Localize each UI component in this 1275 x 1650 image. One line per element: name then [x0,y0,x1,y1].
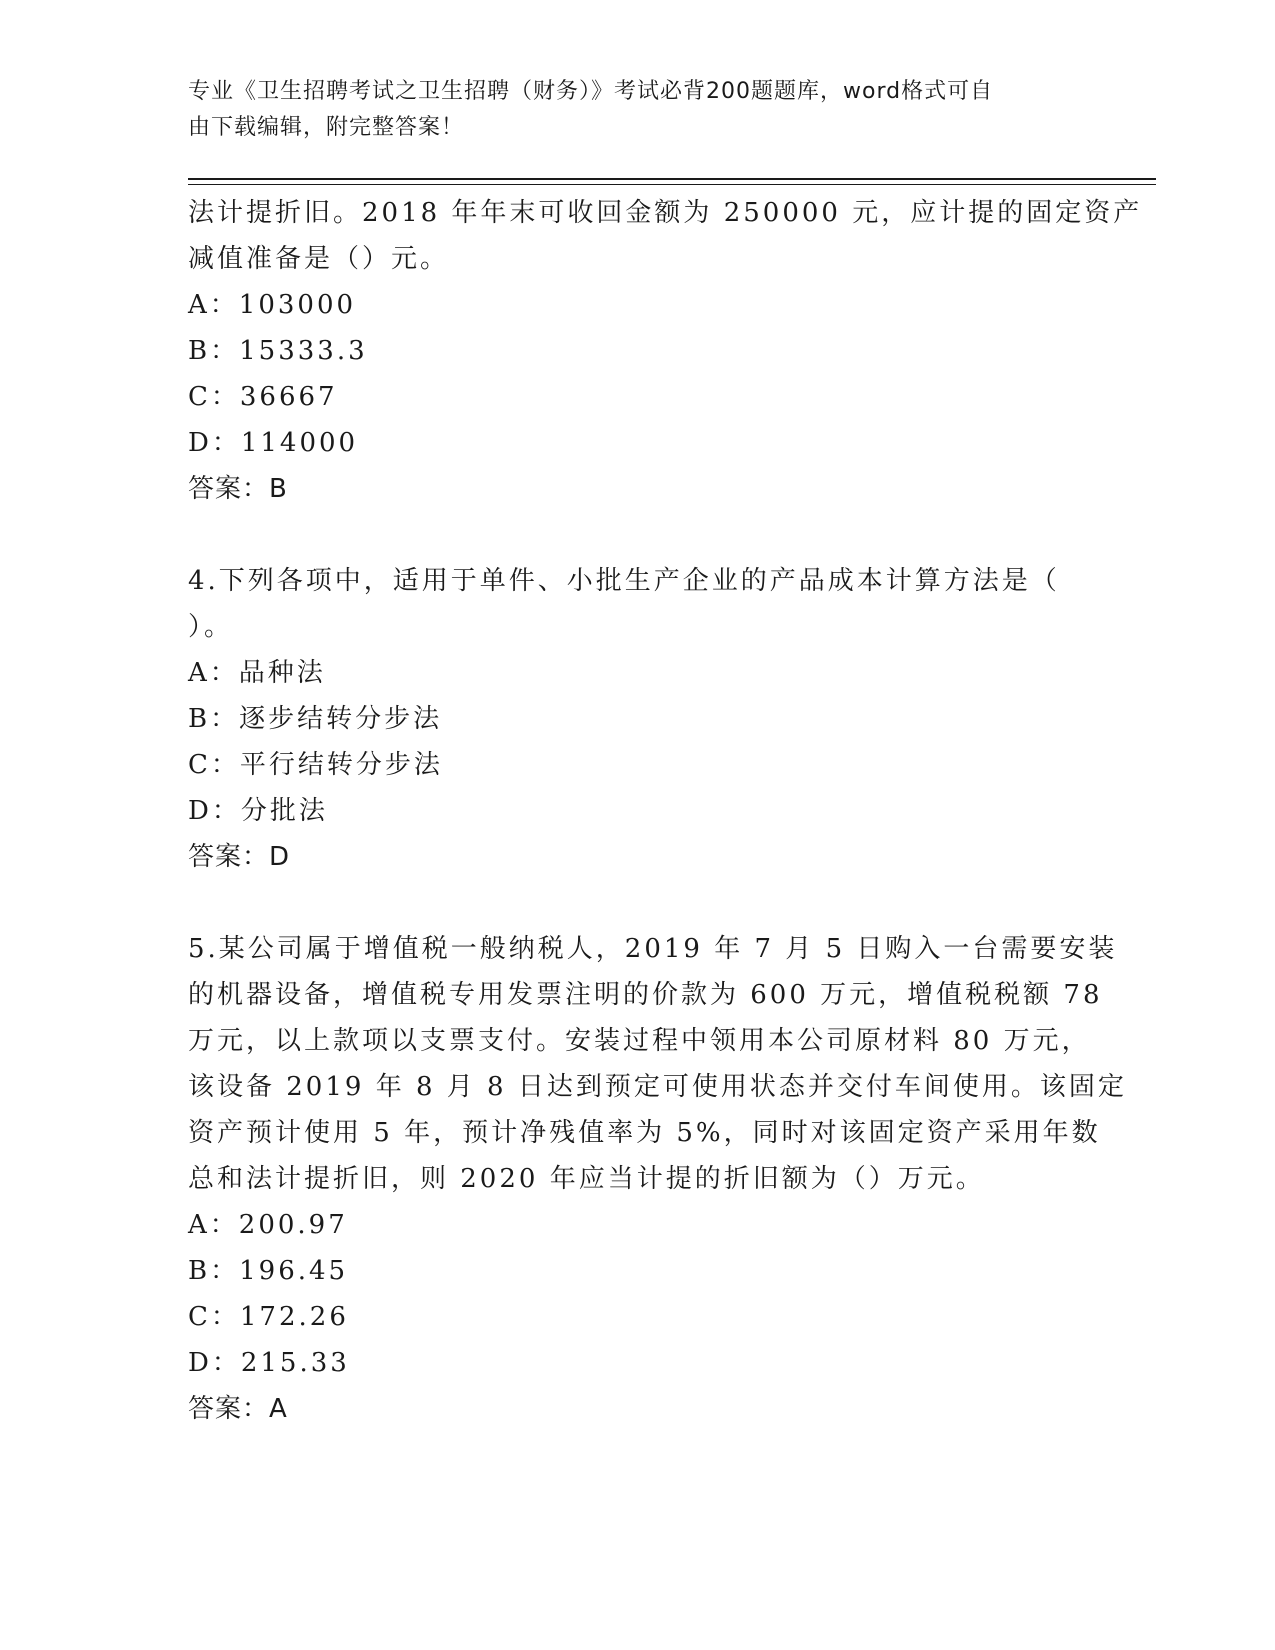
question-5-answer: 答案：A [188,1394,288,1424]
question-4-stem-line-1: 4.下列各项中，适用于单件、小批生产企业的产品成本计算方法是（ [188,566,1060,596]
document-body [188,190,1143,1432]
question-5-stem-line-2: 的机器设备，增值税专用发票注明的价款为 600 万元，增值税税额 78 [188,980,1103,1010]
question-3-answer: 答案：B [188,474,288,504]
question-5-stem-line-3: 万元，以上款项以支票支付。安装过程中领用本公司原材料 80 万元， [188,1026,1091,1056]
question-4-option-d: D：分批法 [188,796,328,826]
page-header [188,74,1068,146]
question-3-stem-line-1: 法计提折旧。2018 年年末可收回金额为 250000 元，应计提的固定资产 [188,198,1143,228]
header-title-line-1: 专业《卫生招聘考试之卫生招聘（财务）》考试必背200题题库，word格式可自 [188,79,994,104]
question-5-option-b: B：196.45 [188,1256,349,1286]
question-4-answer: 答案：D [188,842,291,872]
question-5-option-d: D：215.33 [188,1348,350,1378]
question-3-option-a: A：103000 [188,290,357,320]
question-5-option-c: C：172.26 [188,1302,349,1332]
question-4 [188,558,1088,880]
spacer [188,880,1088,926]
question-5-stem-line-1: 5.某公司属于增值税一般纳税人，2019 年 7 月 5 日购入一台需要安装 [188,934,1118,964]
question-5-option-a: A：200.97 [188,1210,348,1240]
question-4-option-a: A：品种法 [188,658,326,688]
question-3-option-b: B：15333.3 [188,336,368,366]
question-5-stem-line-5: 资产预计使用 5 年，预计净残值率为 5%，同时对该固定资产采用年数 [188,1118,1101,1148]
header-title-line-2: 由下载编辑，附完整答案！ [188,115,465,140]
question-4-option-b: B：逐步结转分步法 [188,704,443,734]
question-4-stem-line-2: ）。 [188,612,234,642]
question-5 [188,926,1127,1432]
question-5-stem-line-4: 该设备 2019 年 8 月 8 日达到预定可使用状态并交付车间使用。该固定 [188,1072,1127,1102]
question-5-stem-line-6: 总和法计提折旧，则 2020 年应当计提的折旧额为（）万元。 [188,1164,985,1194]
header-divider-thick [188,178,1156,180]
question-3-option-c: C：36667 [188,382,338,412]
spacer [188,512,1088,558]
header-divider-thin [188,184,1156,185]
question-3-option-d: D：114000 [188,428,359,458]
question-3-stem-line-2: 减值准备是（）元。 [188,244,450,274]
question-3 [188,190,1143,512]
question-4-option-c: C：平行结转分步法 [188,750,443,780]
